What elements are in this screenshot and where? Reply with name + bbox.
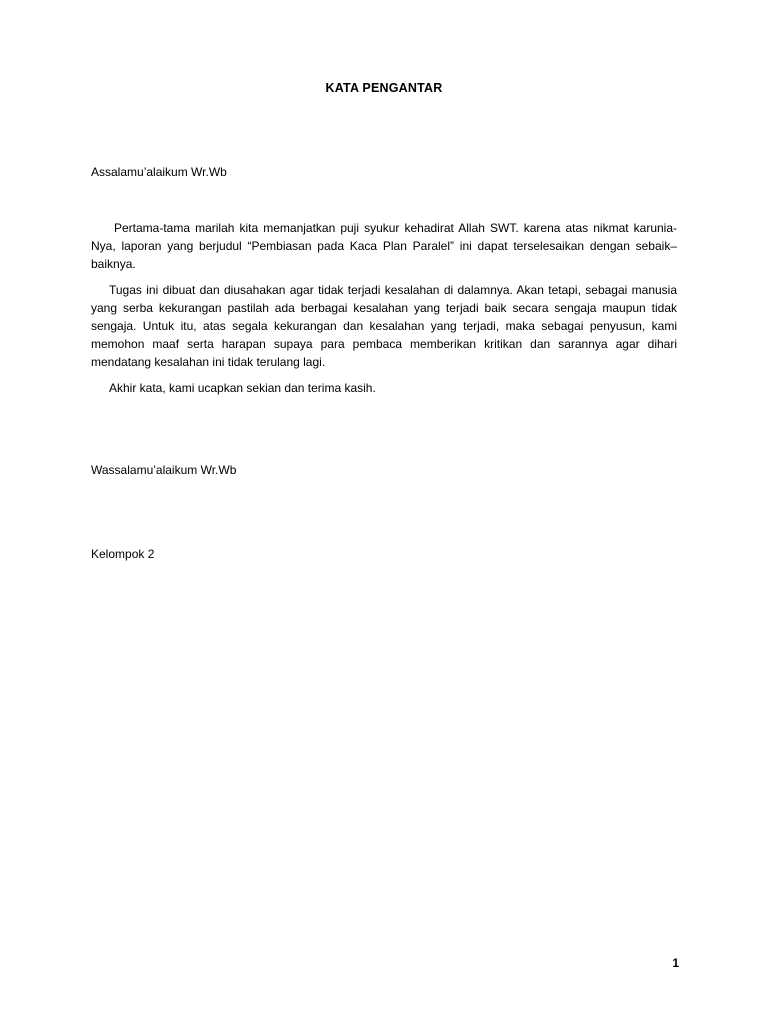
- opening-greeting: Assalamu’alaikum Wr.Wb: [91, 165, 227, 179]
- paragraph-apology: Tugas ini dibuat dan diusahakan agar tidak terjadi kesalahan di dalamnya. Akan tetapi, sebagai manusia yang serba kekurangan pastilah ada berbagai kesalahan yang terjadi baik secara sengaja maupun tidak sengaja. Untuk itu, atas segala kekurangan dan kesalahan yang terjadi, maka sebagai penyusun, kami memohon maaf serta harapan supaya para pembaca memberikan kritikan dan sarannya agar dihari mendatang kesalahan ini tidak terulang lagi.: [91, 283, 677, 369]
- paragraph-thanks: Akhir kata, kami ucapkan sekian dan terima kasih.: [109, 381, 376, 395]
- closing-greeting: Wassalamu’alaikum Wr.Wb: [91, 463, 237, 477]
- paragraph-intro: Pertama-tama marilah kita memanjatkan puji syukur kehadirat Allah SWT. karena atas nikmat karunia-Nya, laporan yang berjudul “Pembiasan pada Kaca Plan Paralel” ini dapat terselesaikan dengan sebaik–baiknya.: [91, 221, 677, 271]
- body-text: [91, 219, 677, 405]
- signature: Kelompok 2: [91, 547, 155, 561]
- page-number: 1: [672, 956, 679, 970]
- document-title: KATA PENGANTAR: [325, 81, 443, 95]
